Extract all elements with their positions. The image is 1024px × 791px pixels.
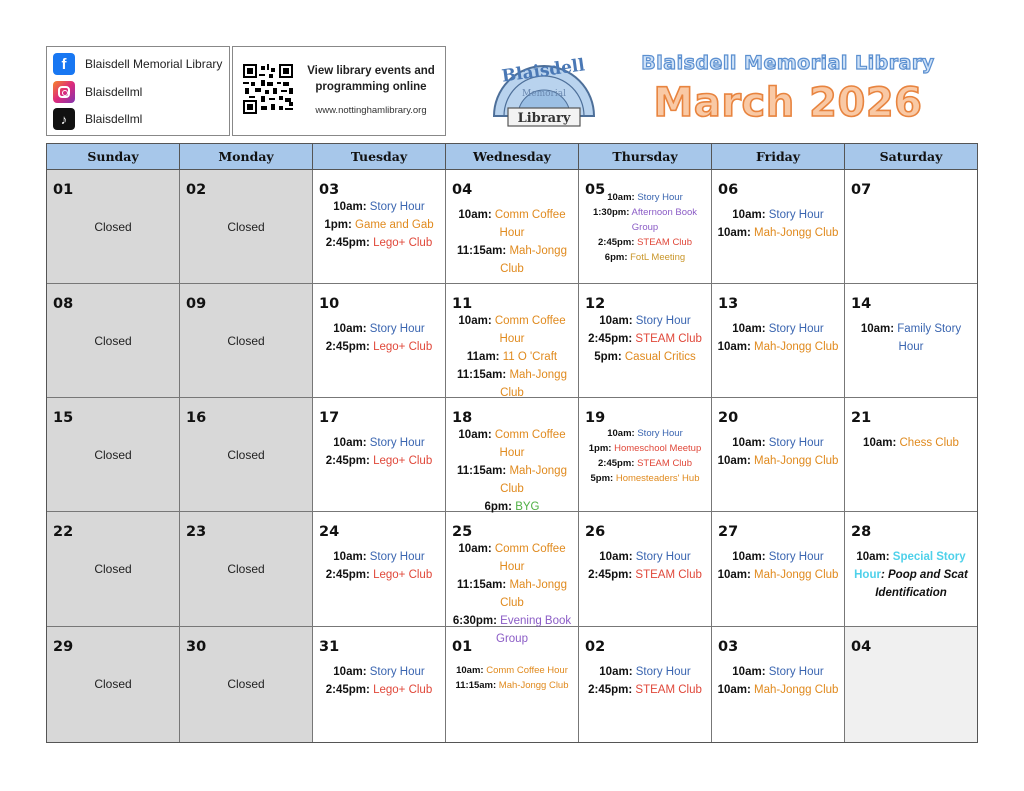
- event-item[interactable]: [581, 441, 709, 456]
- event-item[interactable]: [581, 205, 709, 235]
- day-cell[interactable]: [47, 170, 180, 283]
- calendar-grid: [46, 143, 978, 743]
- event-time: 10am:: [458, 209, 492, 221]
- event-time: 10am:: [732, 551, 766, 563]
- event-item[interactable]: [448, 366, 576, 402]
- event-time: 5pm:: [594, 351, 622, 363]
- event-time: 10am:: [458, 543, 492, 555]
- event-name: Comm Coffee Hour: [494, 543, 566, 573]
- day-number: 29: [53, 639, 74, 655]
- facebook-icon: f: [53, 53, 75, 75]
- qr-box: [232, 46, 446, 136]
- event-time: 10am:: [717, 227, 751, 239]
- day-number: 14: [851, 296, 872, 312]
- event-name: Mah-Jongg Club: [500, 369, 567, 399]
- event-name: STEAM Club: [635, 684, 702, 696]
- day-cell[interactable]: [579, 627, 712, 742]
- day-number: 11: [452, 296, 473, 312]
- event-time: 10am:: [717, 684, 751, 696]
- event-item[interactable]: [714, 434, 842, 452]
- week-row: [47, 170, 977, 284]
- event-time: 2:45pm:: [598, 237, 635, 248]
- event-name: 11 O 'Craft: [502, 351, 558, 363]
- event-item[interactable]: [714, 452, 842, 470]
- event-name: Special Story Hour: [854, 551, 966, 581]
- event-name: Story Hour: [768, 551, 824, 563]
- event-time: 1:30pm:: [592, 207, 630, 218]
- event-item[interactable]: [714, 663, 842, 681]
- event-item[interactable]: [315, 434, 443, 452]
- event-list: [714, 206, 842, 242]
- event-item[interactable]: [315, 452, 443, 470]
- event-item[interactable]: [581, 566, 709, 584]
- event-item[interactable]: [714, 224, 842, 242]
- day-number: 13: [718, 296, 739, 312]
- event-list: [581, 312, 709, 366]
- event-item[interactable]: [581, 190, 709, 205]
- day-number: 17: [319, 410, 340, 426]
- day-number: 27: [718, 524, 739, 540]
- event-time: 2:45pm:: [325, 455, 370, 467]
- event-time: 6:30pm:: [452, 615, 497, 627]
- event-name: Story Hour: [369, 437, 425, 449]
- closed-label: Closed: [94, 448, 132, 462]
- closed-label: Closed: [227, 220, 265, 234]
- event-list: [315, 663, 443, 699]
- event-list: [847, 320, 975, 356]
- event-time: 2:45pm:: [325, 684, 370, 696]
- event-name: Family Story Hour: [897, 323, 962, 353]
- event-name: Mah-Jongg Club: [500, 579, 567, 609]
- instagram-icon: [53, 81, 75, 103]
- day-number: 19: [585, 410, 606, 426]
- event-time: 10am:: [732, 209, 766, 221]
- event-item[interactable]: [581, 426, 709, 441]
- event-item[interactable]: [714, 338, 842, 356]
- event-time: 11:15am:: [457, 245, 507, 257]
- event-name: Story Hour: [635, 315, 691, 327]
- event-name: STEAM Club: [637, 237, 692, 248]
- day-number: 03: [319, 182, 340, 198]
- event-item[interactable]: [714, 548, 842, 566]
- event-time: 10am:: [717, 455, 751, 467]
- event-name: Comm Coffee Hour: [486, 665, 568, 676]
- event-item[interactable]: [581, 330, 709, 348]
- event-list: [448, 663, 576, 693]
- day-cell[interactable]: [845, 398, 977, 511]
- day-cell[interactable]: [180, 398, 313, 511]
- event-time: 10am:: [607, 192, 635, 203]
- event-name: Mah-Jongg Club: [754, 227, 839, 239]
- event-name: Mah-Jongg Club: [498, 680, 569, 691]
- event-name: Lego+ Club: [373, 684, 433, 696]
- event-list: [448, 426, 576, 516]
- event-item[interactable]: [315, 338, 443, 356]
- event-time: 6pm:: [604, 252, 628, 263]
- event-name: Story Hour: [635, 666, 691, 678]
- event-name: Evening Book Group: [496, 615, 572, 645]
- event-name: Afternoon Book Group: [631, 207, 698, 233]
- event-name: Story Hour: [637, 192, 683, 203]
- qr-caption: View library events and programming online: [307, 65, 435, 93]
- event-name: Comm Coffee Hour: [494, 209, 566, 239]
- event-item[interactable]: [714, 681, 842, 699]
- event-name: Mah-Jongg Club: [754, 341, 839, 353]
- weekday-wednesday: Wednesday: [446, 144, 579, 169]
- day-cell[interactable]: [712, 627, 845, 742]
- event-item[interactable]: [847, 434, 975, 452]
- event-name: Mah-Jongg Club: [754, 455, 839, 467]
- event-time: 11:15am:: [457, 465, 507, 477]
- day-number: 01: [452, 639, 473, 655]
- day-number: 21: [851, 410, 872, 426]
- event-name: Game and Gab: [355, 219, 434, 231]
- event-item[interactable]: [448, 540, 576, 576]
- event-item[interactable]: [714, 566, 842, 584]
- event-list: [714, 663, 842, 699]
- event-time: 11am:: [466, 351, 500, 363]
- event-name: Story Hour: [768, 666, 824, 678]
- day-number: 02: [585, 639, 606, 655]
- event-name: Lego+ Club: [373, 341, 433, 353]
- event-name: Lego+ Club: [373, 569, 433, 581]
- event-list: [315, 198, 443, 252]
- event-list: [847, 434, 975, 452]
- event-name: FotL Meeting: [630, 252, 686, 263]
- day-number: 23: [186, 524, 207, 540]
- day-cell[interactable]: [47, 512, 180, 626]
- day-number: 30: [186, 639, 207, 655]
- day-cell[interactable]: [446, 284, 579, 397]
- day-number: 03: [718, 639, 739, 655]
- day-cell[interactable]: [579, 398, 712, 511]
- tiktok-icon: ♪: [53, 108, 75, 130]
- event-time: 10am:: [856, 551, 890, 563]
- event-time: 10am:: [456, 665, 484, 676]
- event-time: 10am:: [732, 666, 766, 678]
- event-item[interactable]: [448, 348, 576, 366]
- event-name: Story Hour: [369, 551, 425, 563]
- day-cell[interactable]: [313, 284, 446, 397]
- event-name: Mah-Jongg Club: [754, 569, 839, 581]
- event-name: STEAM Club: [635, 333, 702, 345]
- day-cell[interactable]: [47, 284, 180, 397]
- day-number: 04: [452, 182, 473, 198]
- event-item[interactable]: [714, 320, 842, 338]
- event-time: 10am:: [860, 323, 895, 335]
- event-list: [581, 426, 709, 486]
- weekday-header: [47, 144, 977, 170]
- event-name: Chess Club: [899, 437, 959, 449]
- event-item[interactable]: [581, 456, 709, 471]
- weekday-monday: Monday: [180, 144, 313, 169]
- weekday-tuesday: Tuesday: [313, 144, 446, 169]
- day-cell[interactable]: [446, 398, 579, 511]
- day-number: 04: [851, 639, 872, 655]
- event-time: 10am:: [458, 429, 492, 441]
- day-cell[interactable]: [845, 284, 977, 397]
- event-list: [581, 663, 709, 699]
- day-number: 25: [452, 524, 473, 540]
- event-name: Homesteaders' Hub: [615, 473, 700, 484]
- event-time: 10am:: [333, 666, 367, 678]
- event-item[interactable]: [847, 548, 975, 602]
- event-time: 10am:: [599, 315, 633, 327]
- day-number: 18: [452, 410, 473, 426]
- event-time: 2:45pm:: [325, 341, 370, 353]
- event-name: BYG: [515, 501, 540, 513]
- day-number: 20: [718, 410, 739, 426]
- event-time: 10am:: [607, 428, 635, 439]
- day-number: 06: [718, 182, 739, 198]
- day-number: 08: [53, 296, 74, 312]
- week-row: [47, 627, 977, 742]
- event-list: [448, 312, 576, 402]
- social-media-box: [46, 46, 230, 136]
- event-item[interactable]: [315, 198, 443, 216]
- weekday-saturday: Saturday: [879, 149, 943, 164]
- event-list: [714, 434, 842, 470]
- event-time: 2:45pm:: [598, 458, 635, 469]
- day-cell[interactable]: [180, 170, 313, 283]
- event-name: Story Hour: [369, 666, 425, 678]
- library-logo: [488, 46, 600, 134]
- event-note: : Poop and Scat Identification: [875, 569, 968, 599]
- social-facebook[interactable]: [53, 53, 222, 75]
- logo-text-bottom: Library: [517, 111, 571, 126]
- event-time: 1pm:: [324, 219, 352, 231]
- event-item[interactable]: [315, 566, 443, 584]
- event-time: 10am:: [333, 437, 367, 449]
- event-time: 2:45pm:: [325, 569, 370, 581]
- day-cell[interactable]: [180, 512, 313, 626]
- event-name: Story Hour: [768, 437, 824, 449]
- event-list: [581, 190, 709, 265]
- event-name: STEAM Club: [637, 458, 692, 469]
- day-number: 12: [585, 296, 606, 312]
- event-time: 10am:: [732, 323, 766, 335]
- event-list: [315, 434, 443, 470]
- day-cell[interactable]: [712, 170, 845, 283]
- event-item[interactable]: [448, 576, 576, 612]
- event-item[interactable]: [448, 242, 576, 278]
- library-name: Blaisdell Memorial Library: [641, 52, 935, 74]
- event-item[interactable]: [847, 320, 975, 356]
- event-time: 11:15am:: [457, 369, 507, 381]
- event-time: 6pm:: [484, 501, 512, 513]
- day-number: 24: [319, 524, 340, 540]
- event-item[interactable]: [581, 250, 709, 265]
- facebook-handle: Blaisdell Memorial Library: [85, 57, 223, 71]
- day-number: 02: [186, 182, 207, 198]
- day-number: 26: [585, 524, 606, 540]
- month-title: March 2026: [653, 80, 923, 126]
- day-cell[interactable]: [845, 627, 977, 742]
- event-item[interactable]: [581, 348, 709, 366]
- event-item[interactable]: [581, 663, 709, 681]
- week-row: [47, 398, 977, 512]
- event-item[interactable]: [581, 548, 709, 566]
- day-number: 10: [319, 296, 340, 312]
- event-time: 10am:: [717, 341, 751, 353]
- day-number: 09: [186, 296, 207, 312]
- closed-label: Closed: [94, 334, 132, 348]
- week-row: [47, 512, 977, 645]
- event-item[interactable]: [315, 663, 443, 681]
- day-number: 28: [851, 524, 872, 540]
- closed-label: Closed: [94, 677, 132, 691]
- event-name: Story Hour: [637, 428, 683, 439]
- qr-code-icon[interactable]: [243, 64, 293, 114]
- day-cell[interactable]: [579, 170, 712, 283]
- event-time: 11:15am:: [457, 579, 507, 591]
- event-item[interactable]: [448, 663, 576, 678]
- event-name: Story Hour: [768, 323, 824, 335]
- day-cell[interactable]: [446, 512, 579, 645]
- event-time: 10am:: [599, 551, 633, 563]
- event-name: STEAM Club: [635, 569, 702, 581]
- event-item[interactable]: [448, 312, 576, 348]
- event-time: 10am:: [333, 551, 367, 563]
- event-time: 11:15am:: [455, 680, 497, 691]
- event-name: Comm Coffee Hour: [494, 315, 566, 345]
- day-cell[interactable]: [313, 170, 446, 283]
- day-cell[interactable]: [446, 627, 579, 742]
- weekday-friday: Friday: [712, 144, 845, 169]
- event-list: [714, 548, 842, 584]
- event-time: 10am:: [333, 201, 367, 213]
- closed-label: Closed: [227, 677, 265, 691]
- day-number: 31: [319, 639, 340, 655]
- event-name: Mah-Jongg Club: [500, 465, 567, 495]
- social-tiktok[interactable]: [53, 108, 142, 130]
- event-item[interactable]: [581, 312, 709, 330]
- event-item[interactable]: [448, 206, 576, 242]
- day-cell[interactable]: [180, 627, 313, 742]
- day-cell[interactable]: [712, 284, 845, 397]
- day-number: 15: [53, 410, 74, 426]
- day-number: 01: [53, 182, 74, 198]
- event-time: 1pm:: [588, 443, 612, 454]
- day-cell[interactable]: [313, 512, 446, 626]
- closed-label: Closed: [94, 562, 132, 576]
- event-item[interactable]: [315, 548, 443, 566]
- event-name: Mah-Jongg Club: [500, 245, 567, 275]
- event-name: Comm Coffee Hour: [494, 429, 566, 459]
- event-name: Story Hour: [635, 551, 691, 563]
- event-time: 2:45pm:: [588, 333, 633, 345]
- event-item[interactable]: [448, 426, 576, 462]
- event-name: Lego+ Club: [373, 237, 433, 249]
- event-item[interactable]: [315, 216, 443, 234]
- event-list: [847, 548, 975, 602]
- logo-text-top: Blaisdell: [500, 55, 587, 87]
- event-item[interactable]: [315, 320, 443, 338]
- day-number: 05: [585, 182, 606, 198]
- day-number: 07: [851, 182, 872, 198]
- day-number: 16: [186, 410, 207, 426]
- event-name: Story Hour: [768, 209, 824, 221]
- tiktok-handle: Blaisdellml: [85, 112, 143, 126]
- weekday-thursday: Thursday: [579, 144, 712, 169]
- event-item[interactable]: [581, 471, 709, 486]
- event-time: 2:45pm:: [588, 684, 633, 696]
- event-name: Homeschool Meetup: [614, 443, 702, 454]
- event-name: Lego+ Club: [373, 455, 433, 467]
- event-list: [448, 206, 576, 278]
- closed-label: Closed: [227, 562, 265, 576]
- event-item[interactable]: [581, 681, 709, 699]
- website-url[interactable]: www.nottinghamlibrary.org: [315, 105, 427, 116]
- day-cell[interactable]: [47, 627, 180, 742]
- instagram-handle: Blaisdellml: [85, 85, 143, 99]
- event-time: 2:45pm:: [588, 569, 633, 581]
- event-time: 10am:: [717, 569, 751, 581]
- day-cell[interactable]: [712, 398, 845, 511]
- social-instagram[interactable]: [53, 81, 142, 103]
- event-list: [581, 548, 709, 584]
- event-item[interactable]: [315, 234, 443, 252]
- event-time: 5pm:: [590, 473, 614, 484]
- event-time: 2:45pm:: [325, 237, 370, 249]
- day-cell[interactable]: [47, 398, 180, 511]
- event-list: [315, 320, 443, 356]
- event-name: Story Hour: [369, 201, 425, 213]
- event-time: 10am:: [863, 437, 897, 449]
- event-time: 10am:: [732, 437, 766, 449]
- event-item[interactable]: [315, 681, 443, 699]
- event-list: [315, 548, 443, 584]
- day-cell[interactable]: [313, 627, 446, 742]
- event-item[interactable]: [714, 206, 842, 224]
- event-time: 10am:: [333, 323, 367, 335]
- event-item[interactable]: [581, 235, 709, 250]
- event-item[interactable]: [448, 462, 576, 498]
- closed-label: Closed: [227, 448, 265, 462]
- day-cell[interactable]: [579, 284, 712, 397]
- day-cell[interactable]: [579, 512, 712, 626]
- day-cell[interactable]: [712, 512, 845, 626]
- event-name: Mah-Jongg Club: [754, 684, 839, 696]
- day-cell[interactable]: [313, 398, 446, 511]
- event-time: 10am:: [599, 666, 633, 678]
- day-cell[interactable]: [180, 284, 313, 397]
- weekday-sunday: Sunday: [47, 144, 180, 169]
- event-name: Casual Critics: [624, 351, 696, 363]
- closed-label: Closed: [227, 334, 265, 348]
- event-list: [714, 320, 842, 356]
- logo-text-middle: Memorial: [522, 89, 566, 99]
- event-item[interactable]: [448, 678, 576, 693]
- event-name: Story Hour: [369, 323, 425, 335]
- week-row: [47, 284, 977, 398]
- day-cell[interactable]: [845, 170, 977, 283]
- closed-label: Closed: [94, 220, 132, 234]
- day-cell[interactable]: [845, 512, 977, 626]
- day-number: 22: [53, 524, 74, 540]
- event-time: 10am:: [458, 315, 492, 327]
- day-cell[interactable]: [446, 170, 579, 283]
